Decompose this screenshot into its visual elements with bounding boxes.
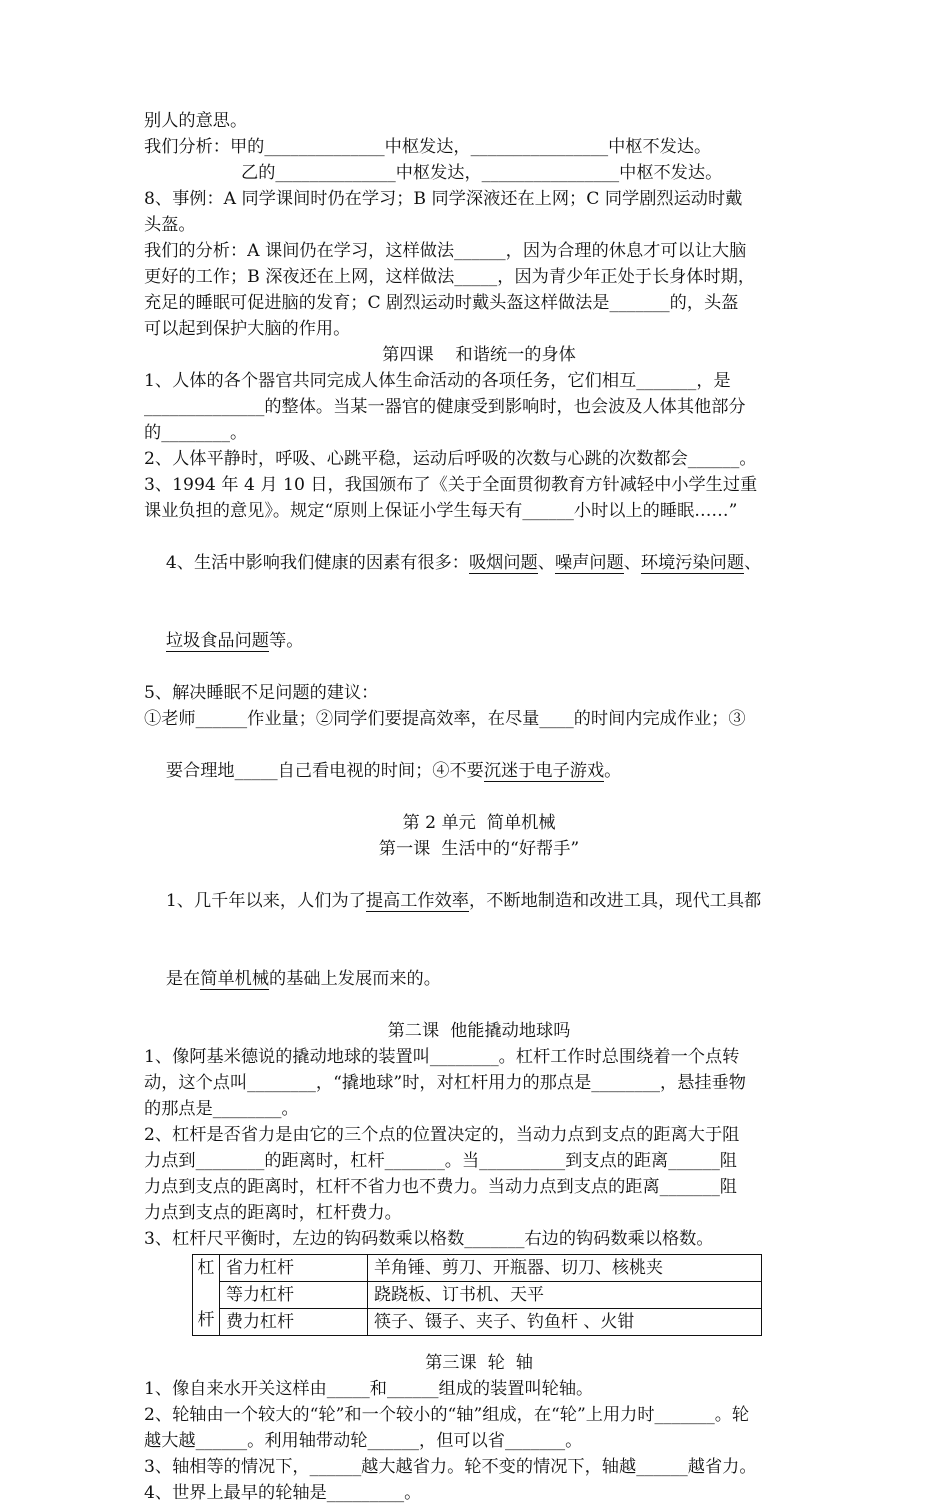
table-cell: 费力杠杆 xyxy=(220,1309,368,1336)
text-line: 5、解决睡眠不足问题的建议： xyxy=(144,683,379,703)
table-cell: 省力杠杆 xyxy=(220,1255,368,1282)
text-line: 的________。 xyxy=(144,423,248,443)
text-segment: 1、几千年以来，人们为了 xyxy=(165,891,366,911)
underlined-answer: 提高工作效率 xyxy=(365,891,469,911)
text-line: 4、世界上最早的轮轴是_________。 xyxy=(144,1483,422,1503)
lever-table xyxy=(192,1254,762,1336)
lesson-heading: 第三课 轮 轴 xyxy=(425,1353,533,1373)
text-segment: 、 xyxy=(623,553,641,573)
table-row xyxy=(193,1309,762,1336)
table-cell: 等力杠杆 xyxy=(220,1282,368,1309)
text-line: 头盔。 xyxy=(144,215,196,235)
text-line: 2、杠杆是否省力是由它的三个点的位置决定的，当动力点到支点的距离大于阻 xyxy=(144,1125,740,1145)
underlined-answer: 吸烟问题 xyxy=(468,553,538,573)
underlined-answer: 噪声问题 xyxy=(554,553,624,573)
text-line xyxy=(144,940,814,1018)
table-row xyxy=(193,1282,762,1309)
text-line: 8、事例：A 同学课间时仍在学习；B 同学深液还在上网；C 同学剧烈运动时戴 xyxy=(144,189,743,209)
text-line xyxy=(144,862,814,940)
table-cell: 筷子、镊子、夹子、钓鱼杆 、火钳 xyxy=(368,1309,762,1336)
underlined-answer: 垃圾食品问题 xyxy=(165,631,269,651)
text-line: 乙的______________中枢发达，________________中枢不发达。 xyxy=(241,163,723,183)
text-line: 力点到支点的距离时，杠杆费力。 xyxy=(144,1203,402,1223)
lesson-heading: 第四课 和谐统一的身体 xyxy=(382,345,576,365)
text-line: ______________的整体。当某一器官的健康受到影响时，也会波及人体其他部分 xyxy=(144,397,746,417)
text-segment: 4、生活中影响我们健康的因素有很多： xyxy=(165,553,469,573)
table-side-label xyxy=(193,1255,220,1336)
spacer xyxy=(144,1336,814,1350)
text-segment: 、 xyxy=(744,553,762,573)
table-row xyxy=(193,1255,762,1282)
text-line: 3、轴相等的情况下，______越大越省力。轮不变的情况下，轴越______越省力。 xyxy=(144,1457,757,1477)
text-line: 我们分析：甲的______________中枢发达，________________中枢不发达。 xyxy=(144,137,712,157)
document-page xyxy=(144,108,814,1506)
text-line: 力点到支点的距离时，杠杆不省力也不费力。当动力点到支点的距离_______阻 xyxy=(144,1177,737,1197)
text-segment: 要合理地_____自己看电视的时间；④不要 xyxy=(165,761,484,781)
text-line: 可以起到保护大脑的作用。 xyxy=(144,319,351,339)
text-line: 3、杠杆尺平衡时，左边的钩码数乘以格数_______右边的钩码数乘以格数。 xyxy=(144,1229,714,1249)
text-line: 的那点是________。 xyxy=(144,1099,299,1119)
unit-heading: 第 2 单元 简单机械 xyxy=(402,813,556,833)
text-line: 更好的工作；B 深夜还在上网，这样做法_____，因为青少年正处于长身体时期， xyxy=(144,267,756,287)
text-line: 别人的意思。 xyxy=(144,111,248,131)
text-line xyxy=(144,602,814,680)
underlined-answer: 环境污染问题 xyxy=(640,553,745,573)
text-line: ①老师______作业量；②同学们要提高效率，在尽量____的时间内完成作业；③ xyxy=(144,709,746,729)
text-line: 1、人体的各个器官共同完成人体生命活动的各项任务，它们相互_______，是 xyxy=(144,371,731,391)
text-line: 3、1994 年 4 月 10 日，我国颁布了《关于全面贯彻教育方针减轻中小学生过重 xyxy=(144,475,758,495)
text-line xyxy=(144,732,814,810)
underlined-answer: 沉迷于电子游戏 xyxy=(483,761,605,781)
table-cell: 跷跷板、订书机、天平 xyxy=(368,1282,762,1309)
text-line: 课业负担的意见》。规定“原则上保证小学生每天有______小时以上的睡眠……” xyxy=(144,501,738,521)
text-line: 1、像阿基米德说的撬动地球的装置叫________。杠杆工作时总围绕着一个点转 xyxy=(144,1047,740,1067)
text-line: 充足的睡眠可促进脑的发育；C 剧烈运动时戴头盔这样做法是_______的，头盔 xyxy=(144,293,739,313)
text-segment: 等。 xyxy=(269,631,304,651)
text-segment: 是在 xyxy=(165,969,201,989)
text-line xyxy=(144,524,814,602)
text-line: 2、人体平静时，呼吸、心跳平稳，运动后呼吸的次数与心跳的次数都会______。 xyxy=(144,449,757,469)
table-cell: 羊角锤、剪刀、开瓶器、切刀、核桃夹 xyxy=(368,1255,762,1282)
text-line: 我们的分析：A 课间仍在学习，这样做法______，因为合理的休息才可以让大脑 xyxy=(144,241,747,261)
side-label-bottom: 杆 xyxy=(197,1310,215,1330)
underlined-answer: 简单机械 xyxy=(200,969,270,989)
text-line: 动，这个点叫________，“撬地球”时，对杠杆用力的那点是________，悬挂垂物 xyxy=(144,1073,746,1093)
lesson-heading: 第一课 生活中的“好帮手” xyxy=(378,839,580,859)
text-line: 力点到________的距离时，杠杆_______。当__________到支点的距离______阻 xyxy=(144,1151,737,1171)
text-segment: ，不断地制造和改进工具，现代工具都 xyxy=(469,891,762,911)
text-line: 1、像自来水开关这样由_____和______组成的装置叫轮轴。 xyxy=(144,1379,594,1399)
text-segment: 、 xyxy=(537,553,555,573)
lesson-heading: 第二课 他能撬动地球吗 xyxy=(387,1021,571,1041)
text-segment: 的基础上发展而来的。 xyxy=(269,969,441,989)
side-label-top: 杠 xyxy=(197,1258,215,1278)
text-line: 2、轮轴由一个较大的“轮”和一个较小的“轴”组成，在“轮”上用力时_______。轮 xyxy=(144,1405,750,1425)
text-segment: 。 xyxy=(604,761,622,781)
text-line: 越大越______。利用轴带动轮______，但可以省_______。 xyxy=(144,1431,583,1451)
